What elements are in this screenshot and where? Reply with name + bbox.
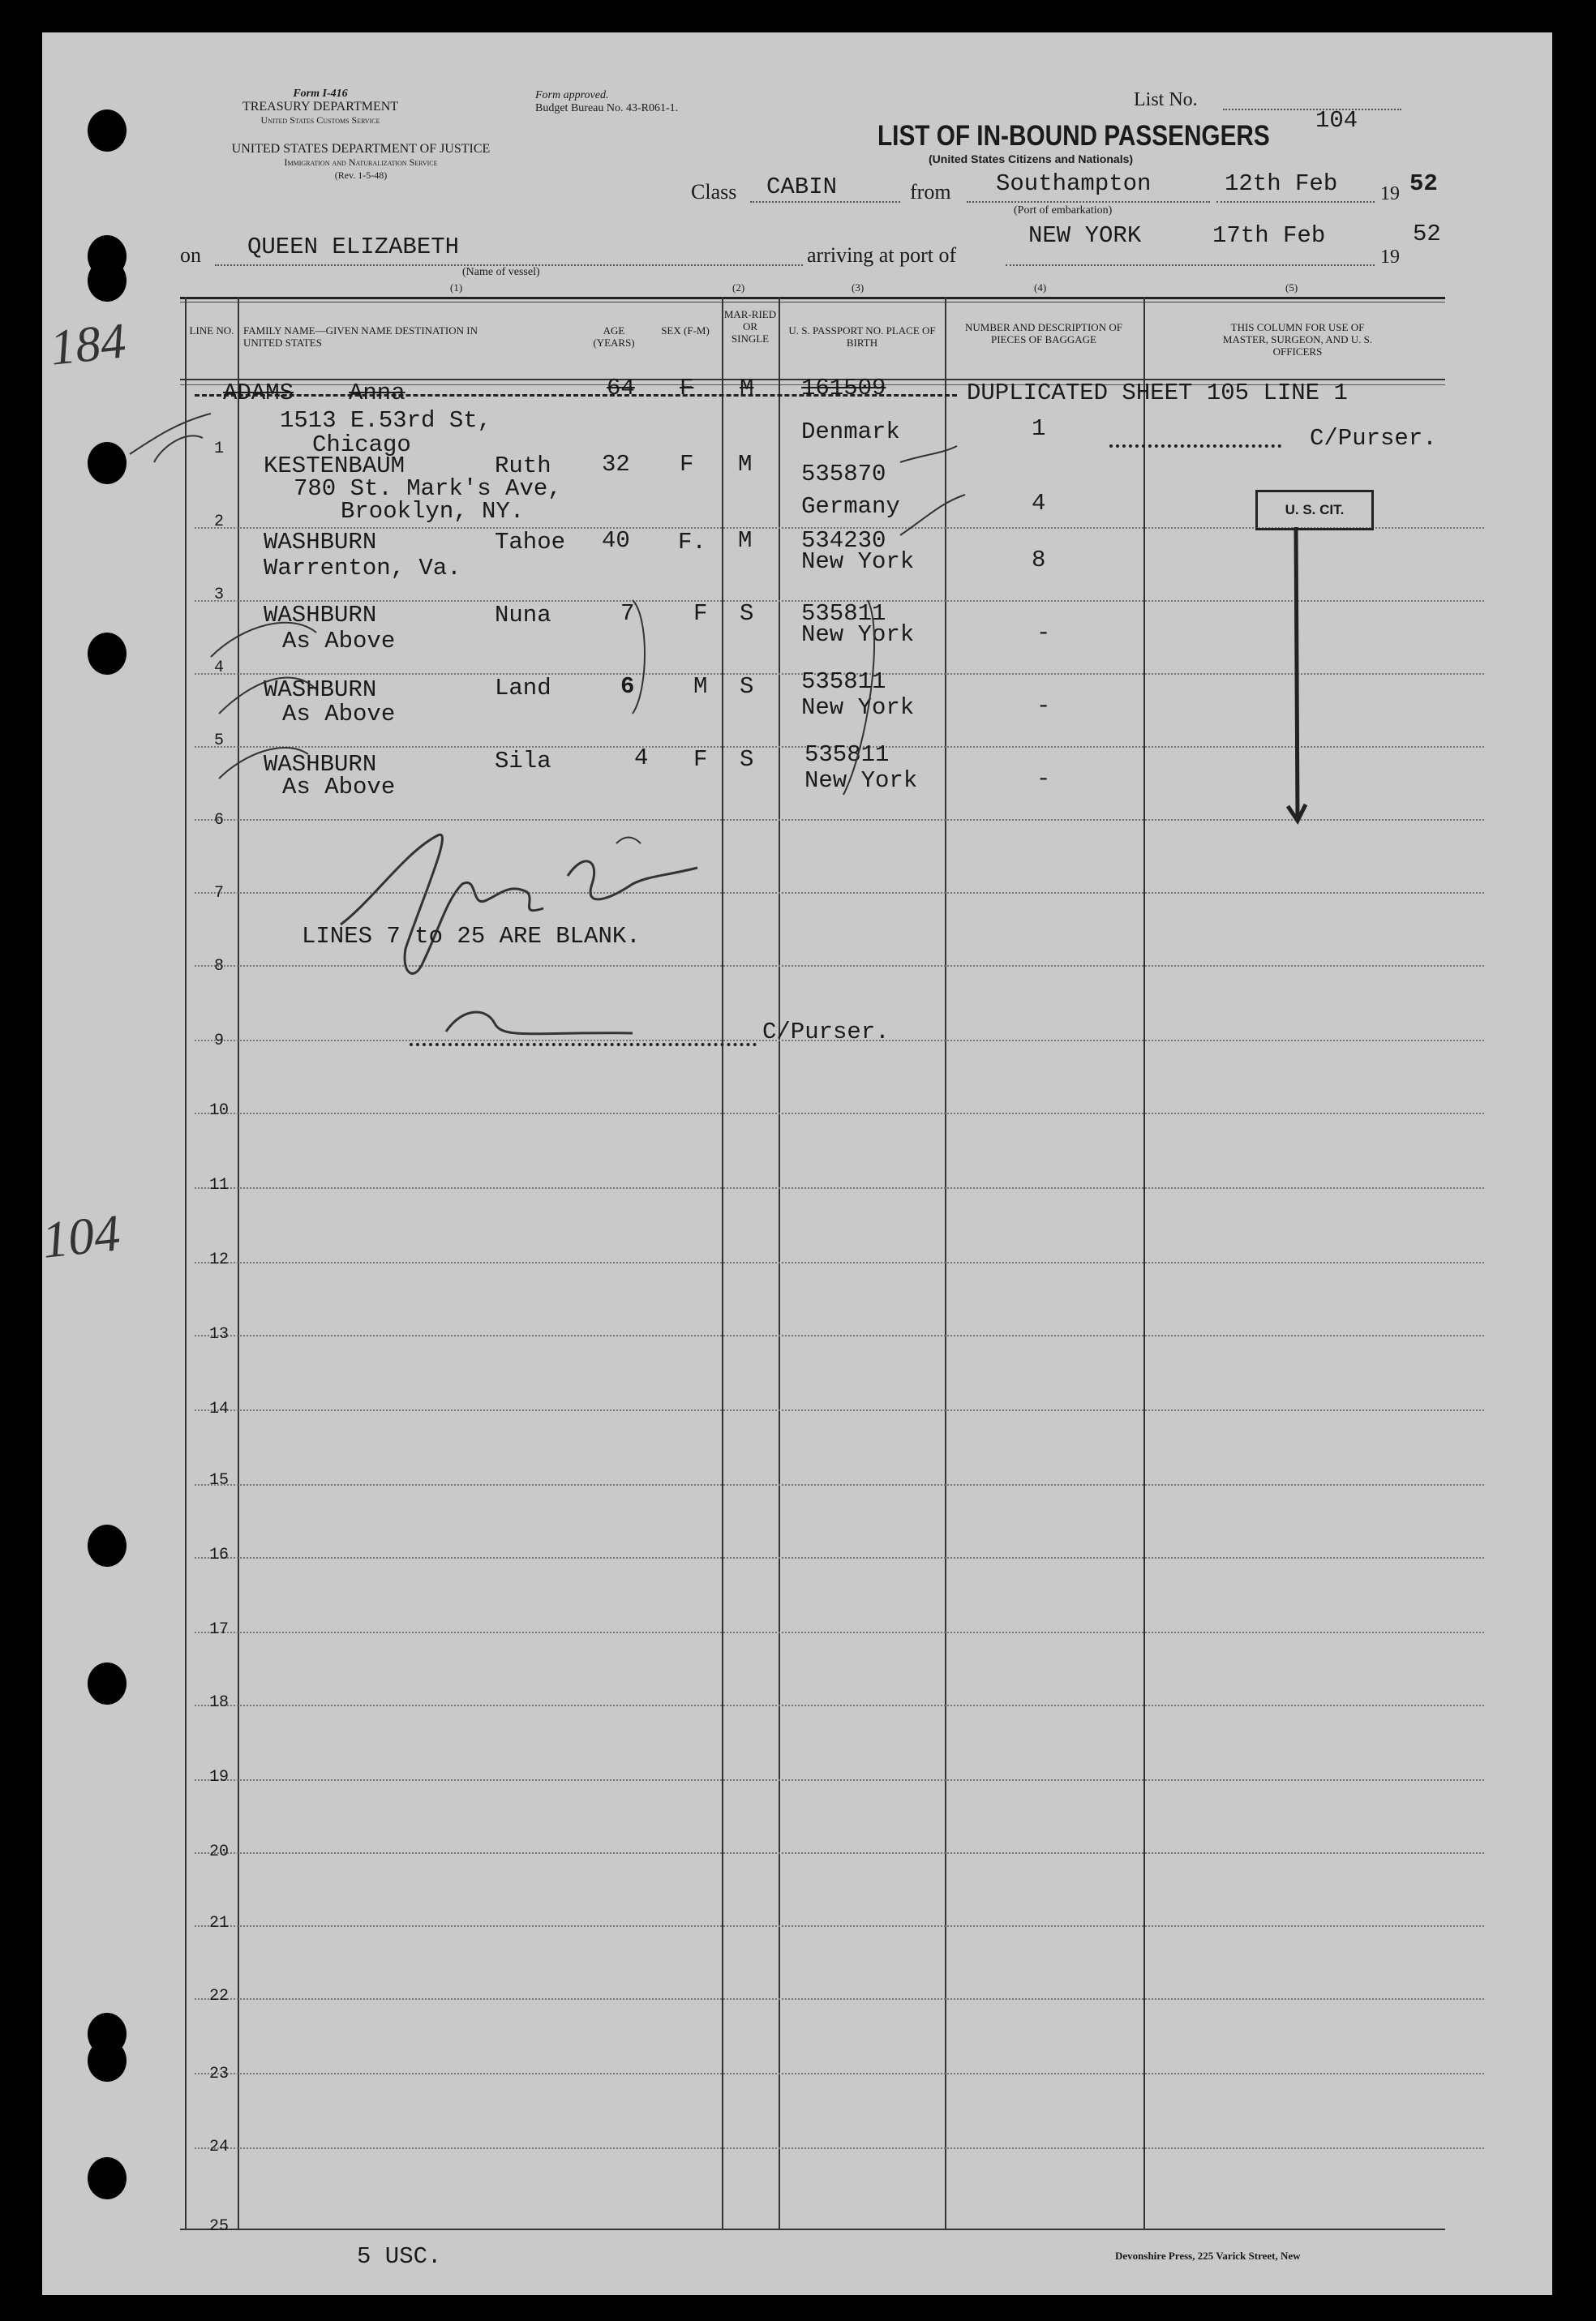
- punch-hole: [88, 442, 127, 484]
- arrival-year: 52: [1413, 221, 1441, 247]
- row-separator: [195, 1262, 1484, 1263]
- passenger-6-sex: F: [693, 746, 708, 773]
- line-number: 8: [213, 957, 224, 976]
- header-line-no: LINE NO.: [189, 324, 234, 337]
- arriving-label: arriving at port of: [807, 243, 957, 267]
- passenger-6-address-1: As Above: [282, 774, 396, 800]
- line-number: 21: [208, 1914, 229, 1933]
- line-number: 6: [213, 811, 224, 830]
- passenger-5-birthplace: New York: [801, 694, 915, 721]
- col-num-1: (1): [450, 281, 463, 294]
- line-number: 11: [208, 1176, 229, 1195]
- passenger-2-birthplace: Germany: [801, 493, 900, 520]
- passenger-3-family: WASHBURN: [264, 529, 377, 556]
- duplicate-note: DUPLICATED SHEET 105 LINE 1: [967, 380, 1348, 406]
- line-number: 15: [208, 1471, 229, 1490]
- us-citizen-stamp: U. S. CIT.: [1255, 490, 1374, 530]
- passenger-3-married: M: [738, 527, 753, 554]
- embark-year: 52: [1409, 170, 1438, 197]
- crossed-married: M: [740, 375, 754, 401]
- embark-year-prefix: 19: [1380, 183, 1400, 204]
- line-number: 12: [208, 1251, 229, 1269]
- line-number: 1: [213, 440, 224, 458]
- header-name: FAMILY NAME—GIVEN NAME DESTINATION IN UNITED STATES: [243, 324, 478, 349]
- form-revision: (Rev. 1-5-48): [334, 169, 388, 181]
- footer-usc: 5 USC.: [357, 2243, 442, 2270]
- col-num-3: (3): [852, 281, 865, 294]
- line-number: 10: [208, 1101, 229, 1120]
- punch-hole: [88, 633, 127, 675]
- line-number: 25: [208, 2217, 229, 2236]
- purser-dots-1: [1109, 444, 1281, 448]
- header-married: MAR-RIED OR SINGLE: [723, 308, 777, 345]
- line-number: 5: [213, 731, 224, 750]
- punch-hole: [88, 1662, 127, 1705]
- passenger-3-baggage: 8: [1032, 547, 1046, 573]
- row-separator: [195, 1335, 1484, 1336]
- page-title: LIST OF IN-BOUND PASSENGERS: [877, 120, 1270, 152]
- list-no-value: 104: [1315, 107, 1358, 134]
- passenger-3-age: 40: [602, 527, 630, 554]
- passenger-2-sex: F: [680, 451, 694, 478]
- line-number: 17: [208, 1620, 229, 1639]
- passenger-5-married: S: [740, 673, 754, 700]
- row-separator: [195, 1113, 1484, 1114]
- approval-line-1: Form approved.: [535, 89, 609, 101]
- margin-check-mark: [122, 405, 227, 470]
- header-sex: SEX (F-M): [661, 324, 710, 337]
- passenger-5-given: Land: [495, 675, 551, 701]
- class-label: Class: [691, 180, 737, 204]
- passenger-6-baggage: -: [1036, 766, 1051, 792]
- passenger-4-given: Nuna: [495, 602, 551, 629]
- arrival-rule: [1006, 264, 1375, 266]
- list-no-rule: [1223, 109, 1401, 110]
- line-number: 14: [208, 1400, 229, 1418]
- crossed-passport: 161509: [801, 375, 886, 401]
- class-value: CABIN: [766, 174, 838, 200]
- row-separator: [195, 1998, 1484, 2000]
- crossed-family-name: ADAMS: [223, 380, 294, 406]
- form-number: Form I-416: [293, 88, 348, 100]
- punch-hole: [88, 2157, 127, 2199]
- passenger-4-passport: 535811: [801, 600, 886, 627]
- line-number: 2: [213, 513, 224, 531]
- passenger-3-birthplace: New York: [801, 548, 915, 575]
- class-rule: [750, 201, 900, 203]
- purser-label-2: C/Purser.: [762, 1019, 890, 1045]
- line-number: 23: [208, 2065, 229, 2083]
- passenger-3-given: Tahoe: [495, 529, 566, 556]
- list-no-label: List No.: [1134, 89, 1198, 110]
- passenger-4-age: 7: [620, 600, 635, 627]
- passenger-2-married: M: [738, 451, 753, 478]
- line-number: 20: [208, 1843, 229, 1861]
- passenger-1-address-2: Chicago: [312, 431, 411, 458]
- vessel-name: QUEEN ELIZABETH: [247, 234, 460, 260]
- stamp-arrow: [1265, 526, 1330, 834]
- passenger-5-passport: 535811: [801, 668, 886, 695]
- passenger-6-family: WASHBURN: [264, 751, 377, 778]
- from-label: from: [910, 180, 951, 204]
- handwritten-signature: [324, 803, 779, 989]
- header-officers: THIS COLUMN FOR USE OF MASTER, SURGEON, AND U. S. OFFICERS: [1222, 321, 1373, 358]
- row-separator: [195, 1632, 1484, 1633]
- punch-hole: [88, 109, 127, 152]
- punch-hole: [88, 260, 127, 302]
- budget-approval: [535, 89, 678, 115]
- margin-note-2: 104: [39, 1203, 123, 1269]
- row-separator: [195, 1705, 1484, 1706]
- passenger-4-address-1: As Above: [282, 628, 396, 654]
- row-separator: [195, 2073, 1484, 2074]
- row-separator: [195, 1557, 1484, 1559]
- col-num-2: (2): [732, 281, 745, 294]
- embark-date-rule: [1216, 201, 1375, 203]
- passenger-5-family: WASHBURN: [264, 676, 377, 703]
- department-2-sub: Immigration and Naturalization Service: [284, 157, 438, 168]
- arrival-year-prefix: 19: [1380, 247, 1400, 268]
- crossed-sex: F: [680, 375, 694, 401]
- blank-lines-note: LINES 7 to 25 ARE BLANK.: [302, 923, 641, 950]
- on-label: on: [180, 243, 201, 267]
- line-number: 16: [208, 1546, 229, 1564]
- passenger-2-baggage: 4: [1032, 490, 1046, 517]
- passenger-6-passport: 535811: [804, 741, 890, 768]
- table-top-border: [180, 297, 1445, 299]
- passenger-3-address-1: Warrenton, Va.: [264, 555, 461, 581]
- crossed-given-name: Anna: [349, 380, 405, 406]
- purser-signature-2: [438, 999, 649, 1048]
- passenger-5-sex: M: [693, 673, 708, 700]
- row-separator: [195, 1187, 1484, 1189]
- line-number: 9: [213, 1032, 224, 1050]
- punch-hole: [88, 2040, 127, 2082]
- handwritten-marks: [195, 422, 1006, 843]
- passenger-5-age: 6: [620, 673, 635, 700]
- passenger-1-baggage: 1: [1032, 415, 1046, 442]
- port-embark-caption: (Port of embarkation): [1014, 204, 1113, 217]
- passenger-2-address-1: 780 St. Mark's Ave,: [294, 475, 562, 502]
- line-number: 4: [213, 659, 224, 677]
- passenger-4-family: WASHBURN: [264, 602, 377, 629]
- purser-label-1: C/Purser.: [1310, 425, 1437, 452]
- from-rule: [967, 201, 1210, 203]
- header-baggage: NUMBER AND DESCRIPTION OF PIECES OF BAGGAGE: [965, 321, 1122, 345]
- passenger-4-baggage: -: [1036, 620, 1051, 646]
- passenger-2-address-2: Brooklyn, NY.: [341, 498, 525, 525]
- passenger-6-age: 4: [634, 744, 649, 771]
- passenger-1-address-1: 1513 E.53rd St,: [280, 407, 492, 434]
- approval-line-2: Budget Bureau No. 43-R061-1.: [535, 102, 679, 114]
- line-number: 24: [208, 2138, 229, 2156]
- col-divider-baggage: [1143, 297, 1145, 2230]
- table-bottom-border: [180, 2229, 1445, 2230]
- department-1-sub: United States Customs Service: [260, 114, 380, 126]
- from-value: Southampton: [996, 170, 1152, 197]
- passenger-3-sex: F.: [678, 529, 706, 556]
- page-subtitle: (United States Citizens and Nationals): [929, 152, 1134, 165]
- crossed-age: 64: [607, 375, 635, 401]
- passenger-4-birthplace: New York: [801, 621, 915, 648]
- row-separator: [195, 1484, 1484, 1486]
- vessel-caption: (Name of vessel): [462, 266, 540, 278]
- passenger-5-baggage: -: [1036, 693, 1051, 719]
- line-number: 22: [208, 1987, 229, 2006]
- passenger-2-age: 32: [602, 451, 630, 478]
- footer-printer: Devonshire Press, 225 Varick Street, New: [1115, 2250, 1301, 2262]
- col-num-4: (4): [1034, 281, 1047, 294]
- passenger-2-family: KESTENBAUM: [264, 453, 405, 479]
- passenger-6-given: Sila: [495, 748, 551, 774]
- department-1: TREASURY DEPARTMENT: [242, 100, 399, 114]
- header-age: AGE (YEARS): [593, 324, 635, 349]
- passenger-1-birthplace: Denmark: [801, 418, 900, 445]
- passenger-6-birthplace: New York: [804, 767, 918, 794]
- arrival-port: NEW YORK: [1028, 222, 1142, 249]
- form-page: [42, 32, 1552, 2295]
- line-number: 3: [213, 586, 224, 604]
- passenger-4-sex: F: [693, 600, 708, 627]
- passenger-6-married: S: [740, 746, 754, 773]
- passenger-4-married: S: [740, 600, 754, 627]
- passenger-3-passport: 534230: [801, 527, 886, 554]
- row-separator: [195, 1925, 1484, 1927]
- punch-hole: [88, 1525, 127, 1567]
- margin-note-1: 184: [47, 313, 129, 376]
- embark-date: 12th Feb: [1225, 170, 1338, 197]
- form-header-left: [174, 88, 466, 127]
- header-passport: U. S. PASSPORT NO. PLACE OF BIRTH: [788, 324, 936, 349]
- department-2: UNITED STATES DEPARTMENT OF JUSTICE: [231, 142, 491, 156]
- passenger-2-given: Ruth: [495, 453, 551, 479]
- arrival-date: 17th Feb: [1212, 222, 1326, 249]
- row-separator: [195, 2147, 1484, 2149]
- line-number: 7: [213, 884, 224, 903]
- line-number: 18: [208, 1693, 229, 1712]
- form-header-justice: [174, 143, 547, 182]
- row-separator: [195, 1779, 1484, 1781]
- row-separator: [195, 1409, 1484, 1411]
- line-number: 19: [208, 1768, 229, 1787]
- line-number: 13: [208, 1325, 229, 1344]
- passenger-2-passport: 535870: [801, 461, 886, 487]
- row-separator: [195, 1852, 1484, 1854]
- col-num-5: (5): [1285, 281, 1298, 294]
- passenger-5-address-1: As Above: [282, 701, 396, 727]
